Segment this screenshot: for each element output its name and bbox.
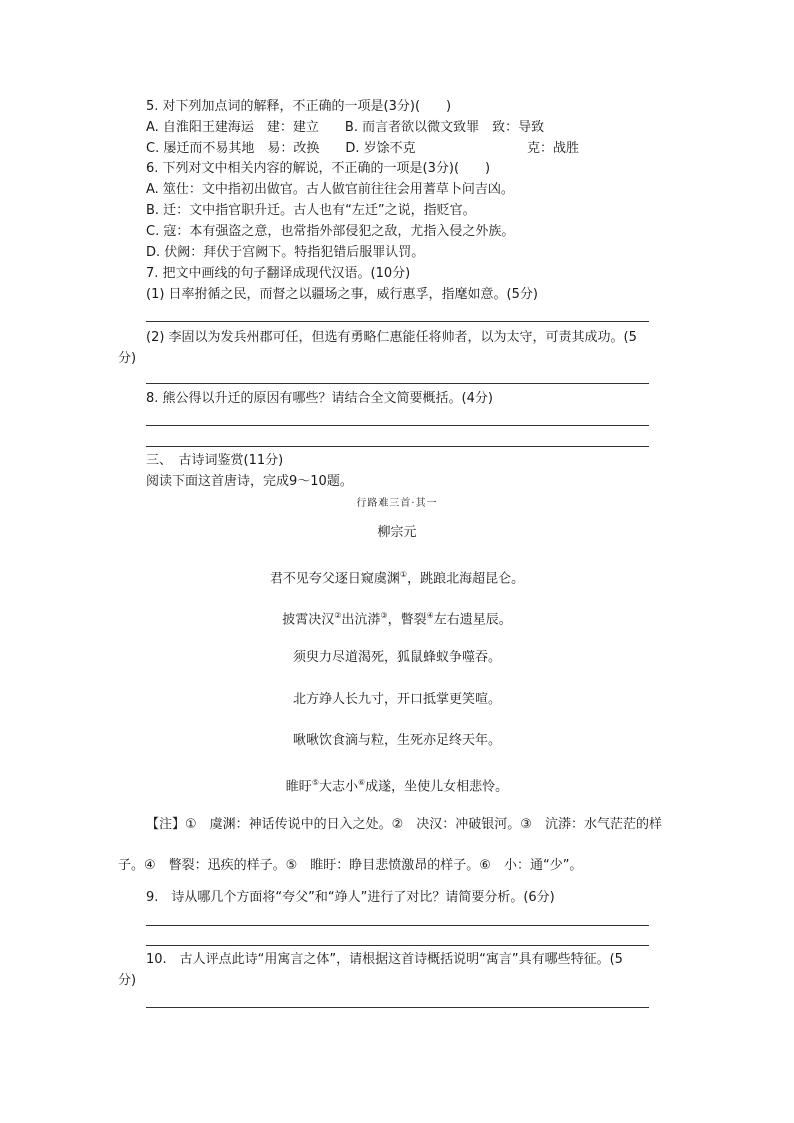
poem-author: 柳宗元 bbox=[377, 525, 417, 540]
poem-notes-cont: 子。④ 瞥裂：迅疾的样子。⑤ 睢盱：睁目悲愤激昂的样子。⑥ 小：通“少”。 bbox=[118, 858, 583, 873]
section-intro: 阅读下面这首唐诗，完成9～10题。 bbox=[146, 474, 353, 489]
q10-stem: 10. 古人评点此诗“用寓言之体”，请根据这首诗概括说明“寓言”具有哪些特征。(5 bbox=[146, 952, 623, 967]
section-heading: 三、 古诗词鉴赏(11分) bbox=[146, 453, 284, 468]
answer-line[interactable] bbox=[146, 925, 649, 926]
q6-option-c: C. 寇：本有强盗之意，也常指外部侵犯之敌，尤指入侵之外族。 bbox=[146, 224, 515, 239]
q6-option-b: B. 迁：文中指官职升迁。古人也有“左迁”之说，指贬官。 bbox=[146, 203, 476, 218]
q7-sentence-1: (1) 日率拊循之民，而督之以疆场之事，威行惠孚，指麾如意。(5分) bbox=[146, 287, 538, 302]
q9-stem: 9. 诗从哪几个方面将“夸父”和“竫人”进行了对比？请简要分析。(6分) bbox=[146, 890, 555, 905]
poem-line: 睢盱⑤大志小⑥成遂，坐使儿女相悲怜。 bbox=[285, 778, 509, 795]
poem-line: 披霄决汉②出沆漭③，瞥裂④左右遗星辰。 bbox=[282, 611, 512, 628]
poem-line: 北方竫人长九寸，开口抵掌更笑喧。 bbox=[292, 692, 501, 707]
q7-sentence-2-cont: 分) bbox=[118, 351, 137, 366]
q6-stem: 6. 下列对文中相关内容的解说，不正确的一项是(3分)( ) bbox=[146, 161, 491, 176]
answer-line[interactable] bbox=[146, 945, 649, 946]
answer-line[interactable] bbox=[146, 425, 649, 426]
q8-stem: 8. 熊公得以升迁的原因有哪些？请结合全文简要概括。(4分) bbox=[146, 391, 493, 406]
poem-title: 行路难三首·其一 bbox=[356, 498, 438, 509]
q7-stem: 7. 把文中画线的句子翻译成现代汉语。(10分) bbox=[146, 266, 411, 281]
answer-line[interactable] bbox=[146, 446, 649, 447]
answer-line[interactable] bbox=[146, 321, 649, 322]
q5-options-cd: C. 屡迁而不易其地 易：改换 D. 岁馀不克 bbox=[146, 141, 416, 156]
q5-option-d-gloss: 克：战胜 bbox=[527, 141, 580, 156]
q6-option-d: D. 伏阙：拜伏于宫阙下。特指犯错后服罪认罚。 bbox=[146, 245, 425, 260]
poem-notes: 【注】① 虞渊：神话传说中的日入之处。② 决汉：冲破银河。③ 沆漭：水气茫茫的样 bbox=[146, 817, 662, 832]
q5-options-ab: A. 自淮阳王建海运 建：建立 B. 而言者欲以微文致罪 致：导致 bbox=[146, 120, 545, 135]
q5-stem: 5. 对下列加点词的解释，不正确的一项是(3分)( ) bbox=[146, 99, 452, 114]
answer-line[interactable] bbox=[146, 383, 649, 384]
q10-stem-cont: 分) bbox=[118, 973, 137, 988]
q6-option-a: A. 筮仕：文中指初出做官。古人做官前往往会用蓍草卜问吉凶。 bbox=[146, 182, 514, 197]
poem-line: 啾啾饮食滴与粒，生死亦足终天年。 bbox=[292, 733, 501, 748]
poem-line: 君不见夸父逐日窥虞渊①，跳踉北海超昆仑。 bbox=[269, 570, 525, 587]
answer-line[interactable] bbox=[146, 1007, 649, 1008]
poem-line: 须臾力尽道渴死，狐鼠蜂蚁争噬吞。 bbox=[292, 650, 501, 665]
q7-sentence-2: (2) 李固以为发兵州郡可任，但选有勇略仁惠能任将帅者，以为太守，可责其成功。(5 bbox=[146, 330, 637, 345]
